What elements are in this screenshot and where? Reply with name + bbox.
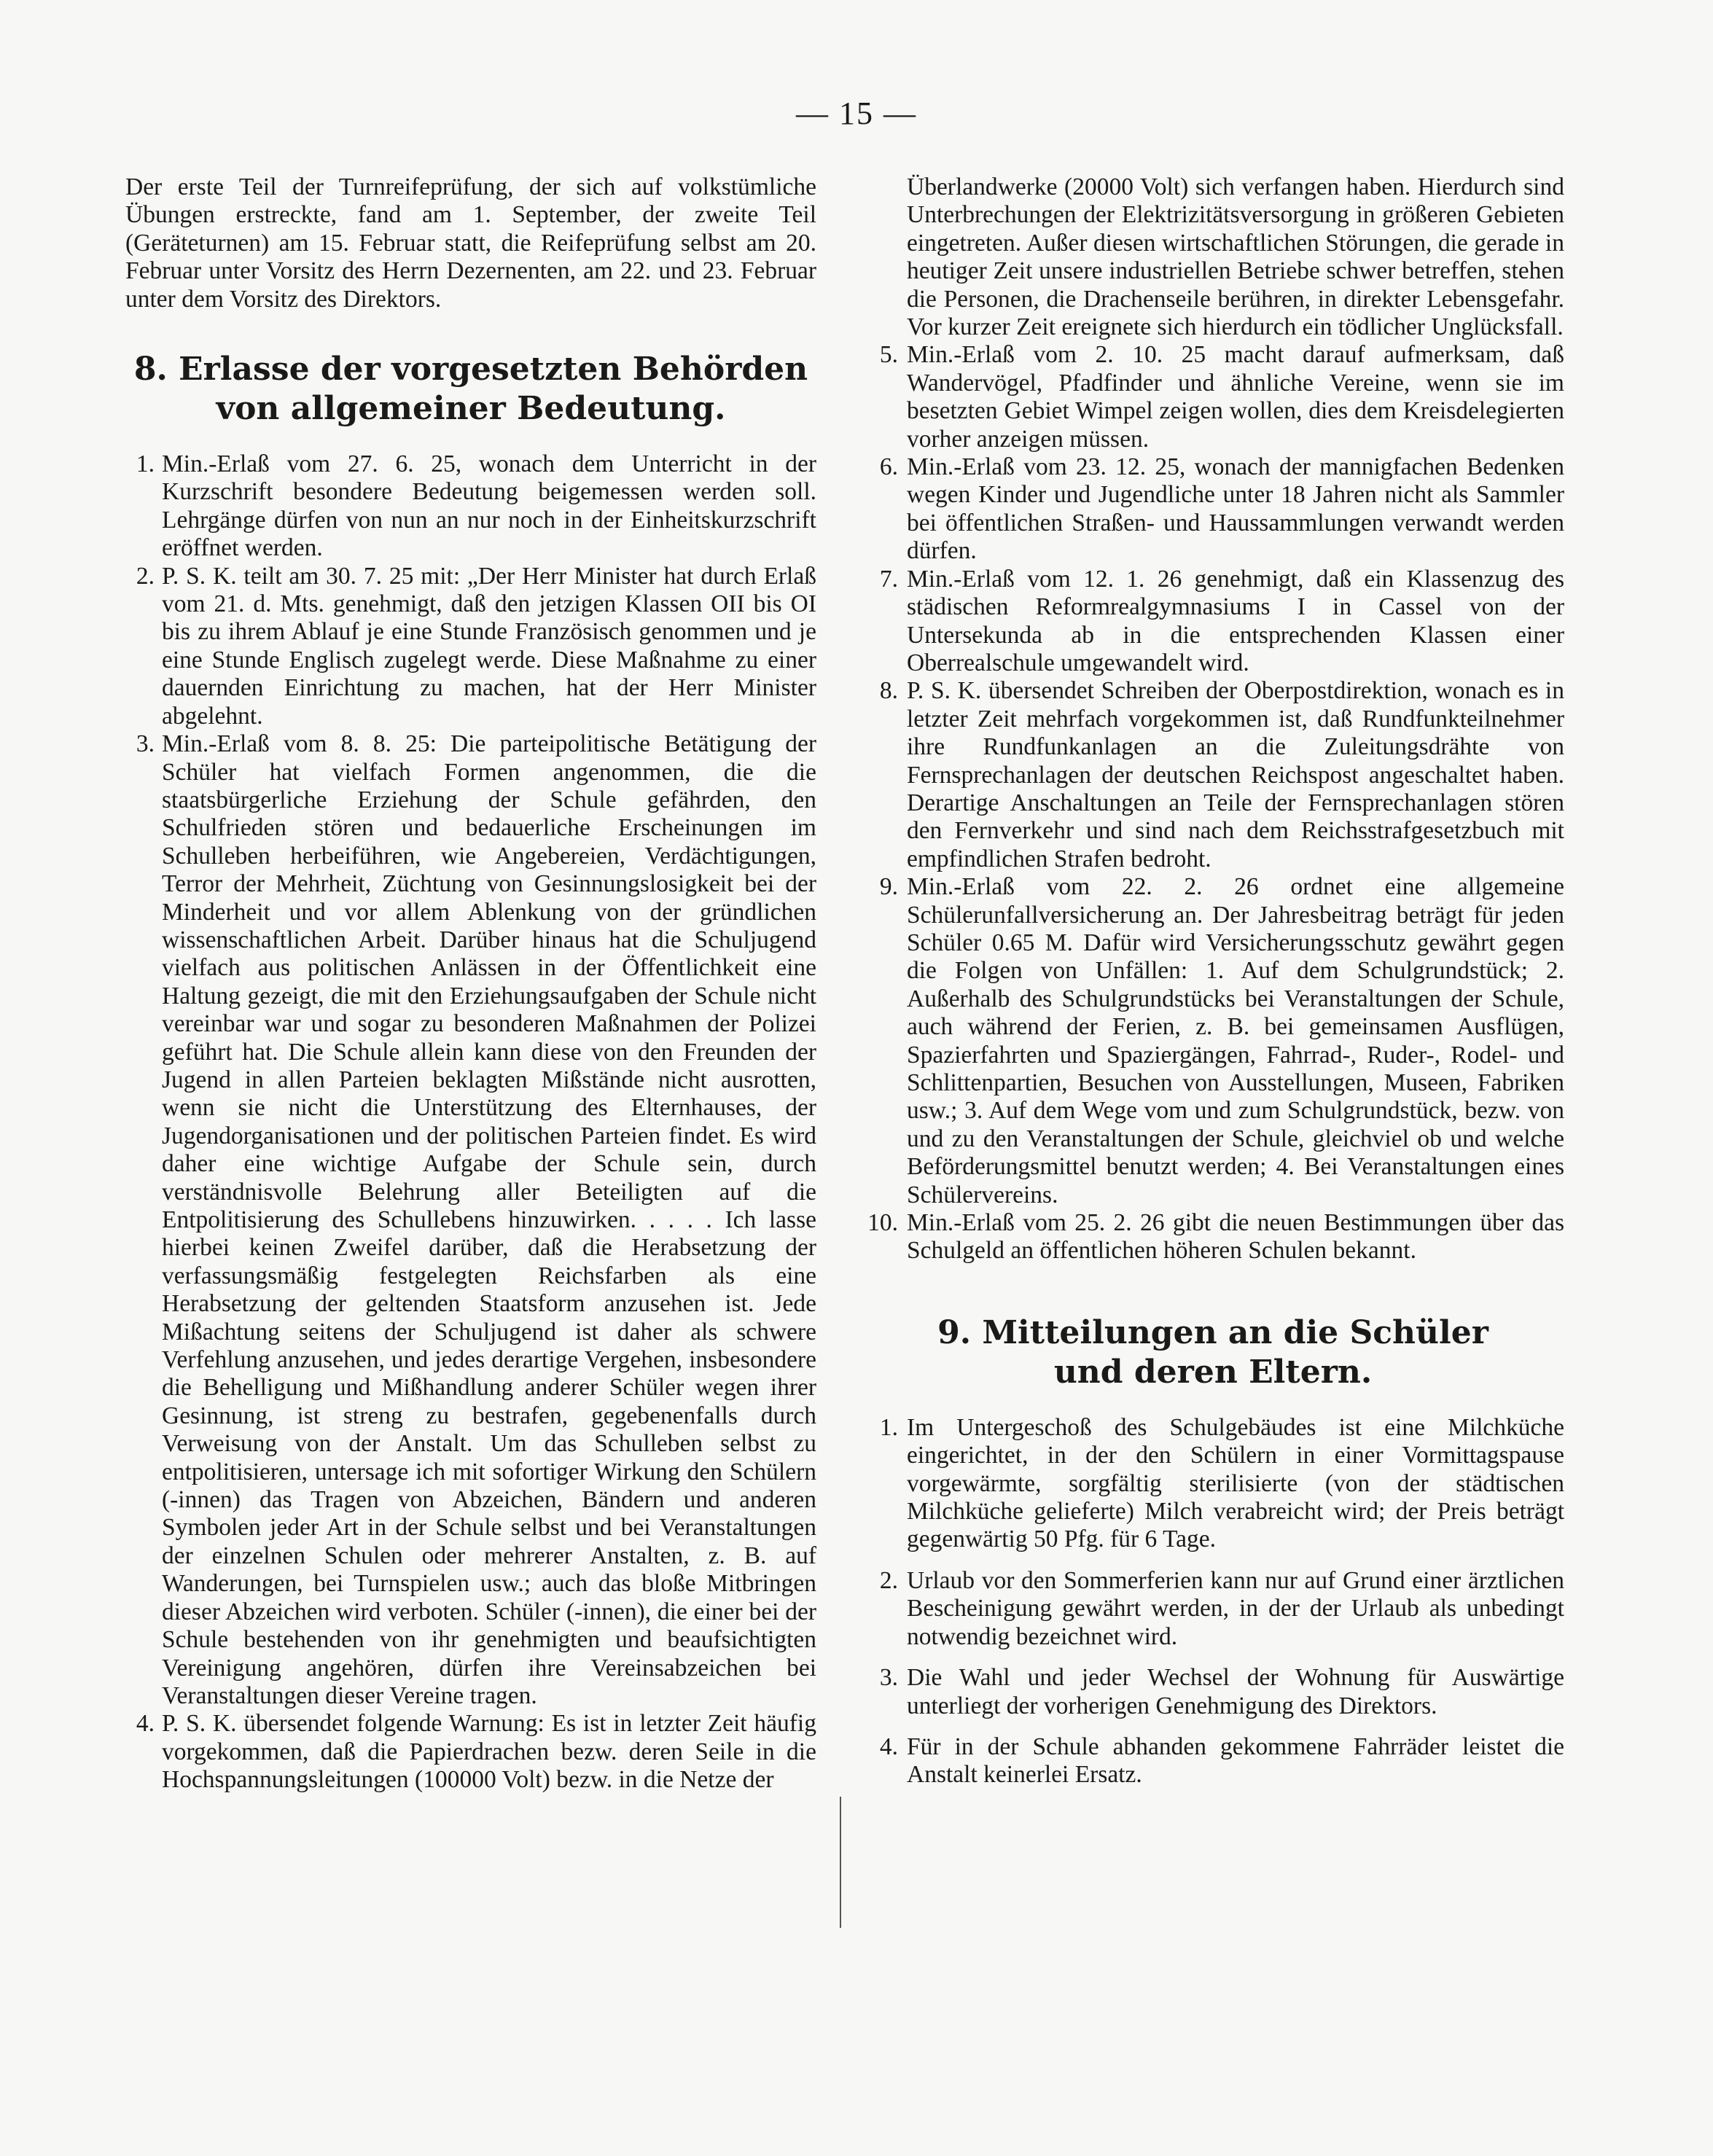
list-item (862, 1414, 1564, 1554)
item-text: Min.-Erlaß vom 12. 1. 26 genehmigt, daß ein Klassenzug des städischen Reformrealgymnasiums I in Cassel von der Untersekunda ab in die entsprechenden Klassen einer Oberrealschule umgewandelt wird. (907, 565, 1564, 676)
item-number: 1. (136, 450, 155, 478)
item-text: Min.-Erlaß vom 22. 2. 26 ordnet eine allgemeine Schülerunfallversicherung an. Der Jahresbeitrag beträgt für jeden Schüler 0.65 M. Dafür wird Versicherungsschutz gewährt gegen die Folgen von Unfällen: 1. Auf dem Schulgrundstück; 2. Außerhalb des Schulgrundstücks bei Veranstaltungen der Schule, auch während der Ferien, z. B. bei gemeinsamen Ausflügen, Spazierfahrten und Spaziergängen, Fahrrad-, Ruder-, Rodel- und Schlittenpartien, Besuchen von Ausstellungen, Museen, Fabriken usw.; 3. Auf dem Wege vom und zum Schulgrundstück, bezw. von und zu den Veranstaltungen der Schule, gleichviel ob und welche Beförderungsmittel benutzt werden; 4. Bei Veranstaltungen eines Schülervereins. (907, 873, 1564, 1208)
list-item-continuation (862, 173, 1564, 341)
list-item (862, 453, 1564, 566)
item-number: 9. (879, 873, 898, 901)
list-item (862, 566, 1564, 678)
intro-paragraph: Der erste Teil der Turnreifeprüfung, der sich auf volkstümliche Übungen erstreckte, fand am 1. September, der zweite Teil (Geräteturnen) am 15. Februar statt, die Reifeprüfung selbst am 20. Februar unter Vorsitz des Herrn Dezernenten, am 22. und 23. Februar unter dem Vorsitz des Direktors. (125, 173, 816, 313)
list-item (862, 1733, 1564, 1789)
section-8-heading-line-2: von allgemeiner Bedeutung. (216, 390, 726, 428)
item-number: 6. (879, 453, 898, 481)
item-text: Min.-Erlaß vom 2. 10. 25 macht darauf aufmerksam, daß Wandervögel, Pfadfinder und ähnliche Vereine, wenn sie im besetzten Gebiet Wimpel zeigen wollen, dies dem Kreisdelegierten vorher anzeigen müssen. (907, 341, 1564, 453)
list-item (862, 341, 1564, 453)
page-number: — 15 — (796, 95, 917, 131)
item-text: P. S. K. teilt am 30. 7. 25 mit: „Der Herr Minister hat durch Erlaß vom 21. d. Mts. genehmigt, daß den jetzigen Klassen OII bis OI bis zu ihrem Ablauf je eine Stunde Französisch genommen und je eine Stunde Englisch zugelegt werde. Diese Maßnahme zu einer dauernden Einrichtung zu machen, hat der Herr Minister abgelehnt. (162, 562, 816, 730)
list-item (862, 1209, 1564, 1265)
item-text: P. S. K. übersendet folgende Warnung: Es ist in letzter Zeit häufig vorgekommen, daß die Papierdrachen bezw. deren Seile in die Hochspannungsleitungen (100000 Volt) bezw. in die Netze der (162, 1710, 816, 1794)
item-text: Urlaub vor den Sommerferien kann nur auf Grund einer ärztlichen Bescheinigung gewährt werden, in der der Urlaub als unbedingt notwendig bezeichnet wird. (907, 1566, 1564, 1650)
item-text: Die Wahl und jeder Wechsel der Wohnung für Auswärtige unterliegt der vorherigen Genehmigung des Direktors. (907, 1664, 1564, 1719)
section-9-heading-line-2: und deren Eltern. (1053, 1353, 1373, 1391)
column-divider (840, 1797, 841, 1928)
item-number: 3. (879, 1664, 898, 1692)
item-text: Min.-Erlaß vom 27. 6. 25, wonach dem Unterricht in der Kurzschrift besondere Bedeutung beigemessen werden soll. Lehrgänge dürfen von nun an nur noch in der Einheitskurzschrift eröffnet werden. (162, 450, 816, 562)
item-text: P. S. K. übersendet Schreiben der Oberpostdirektion, wonach es in letzter Zeit mehrfach vorgekommen ist, daß Rundfunkteilnehmer ihre Rundfunkanlagen an die Zuleitungsdrähte von Fernsprechanlagen der deutschen Reichspost angeschaltet haben. Derartige Anschaltungen an Teile der Fernsprechanlagen stören den Fernverkehr und sind nach dem Reichsstrafgesetzbuch mit empfindlichen Strafen bedroht. (907, 677, 1564, 872)
list-item (125, 450, 816, 563)
list-item (862, 1664, 1564, 1720)
item-number: 4. (879, 1733, 898, 1760)
list-item (125, 1710, 816, 1794)
item-number: 3. (136, 730, 155, 758)
left-column (125, 173, 816, 1794)
item-text: Im Untergeschoß des Schulgebäudes ist eine Milchküche eingerichtet, in der den Schülern in einer Vormittagspause vorgewärmte, sorgfältig sterilisierte (von der städtischen Milchküche gelieferte) Milch verabreicht wird; der Preis beträgt gegenwärtig 50 Pfg. für 6 Tage. (907, 1413, 1564, 1553)
section-8-list-right (862, 173, 1564, 1265)
item-number: 1. (879, 1413, 898, 1441)
item-4-continuation-text: Überlandwerke (20000 Volt) sich verfangen haben. Hierdurch sind Unterbrechungen der Elektrizitätsversorgung in größeren Gebieten eingetreten. Außer diesen wirtschaftlichen Störungen, die gerade in heutiger Zeit unsere industriellen Betriebe schwer betreffen, stehen die Personen, die Drachenseile berühren, in direkter Lebensgefahr. Vor kurzer Zeit ereignete sich hierdurch ein tödlicher Unglücksfall. (907, 173, 1564, 341)
item-text: Für in der Schule abhanden gekommene Fahrräder leistet die Anstalt keinerlei Ersatz. (907, 1733, 1564, 1789)
section-9-heading (862, 1313, 1564, 1392)
list-item (125, 563, 816, 730)
item-text: Min.-Erlaß vom 23. 12. 25, wonach der mannigfachen Bedenken wegen Kinder und Jugendliche unter 18 Jahren nicht als Sammler bei öffentlichen Straßen- und Haussammlungen verwandt werden dürfen. (907, 453, 1564, 565)
item-number: 7. (879, 565, 898, 593)
section-8-list-left (125, 450, 816, 1794)
list-item (862, 873, 1564, 1209)
list-item (125, 730, 816, 1710)
list-item (862, 677, 1564, 873)
section-8-heading (125, 350, 816, 429)
section-9-heading-line-1: 9. Mitteilungen an die Schüler (937, 1313, 1488, 1351)
item-text: Min.-Erlaß vom 25. 2. 26 gibt die neuen Bestimmungen über das Schulgeld an öffentlichen höheren Schulen bekannt. (907, 1209, 1564, 1265)
section-9-list (862, 1414, 1564, 1789)
section-8-heading-line-1: 8. Erlasse der vorgesetzten Behörden (133, 351, 808, 388)
list-item (862, 1567, 1564, 1651)
item-number: 10. (867, 1209, 898, 1237)
item-number: 5. (879, 341, 898, 369)
item-number: 8. (879, 677, 898, 705)
item-number: 2. (879, 1566, 898, 1594)
item-number: 2. (136, 562, 155, 590)
right-column (862, 173, 1564, 1789)
item-text: Min.-Erlaß vom 8. 8. 25: Die parteipolitische Betätigung der Schüler hat vielfach Formen angenommen, die die staatsbürgerliche Erziehung der Schule gefährden, den Schulfrieden stören und bedauerliche Erscheinungen im Schulleben herbeiführen, wie Angebereien, Verdächtigungen, Terror der Mehrheit, Züchtung von Gesinnungslosigkeit bei der Minderheit und vor allem Ablenkung von der gründlichen wissenschaftlichen Arbeit. Darüber hinaus hat die Schuljugend vielfach aus politischen Anlässen in der Öffentlichkeit eine Haltung gezeigt, die mit den Erziehungsaufgaben der Schule nicht vereinbar war und sogar zu besonderen Maßnahmen der Polizei geführt hat. Die Schule allein kann diese von den Freunden der Jugend in allen Parteien beklagten Mißstände nicht ausrotten, wenn sie nicht die Unterstützung des Elternhauses, der Jugendorganisationen und der politischen Parteien findet. Es wird daher eine wichtige Aufgabe der Schule sein, durch verständnisvolle Belehrung aller Beteiligten auf die Entpolitisierung des Schullebens hinzuwirken. . . . . Ich lasse hierbei keinen Zweifel darüber, daß die Herabsetzung der verfassungsmäßig festgelegten Reichsfarben als eine Herabsetzung der geltenden Staatsform anzusehen ist. Jede Mißachtung seitens der Schuljugend ist daher als schwere Verfehlung anzusehen, und jedes derartige Vergehen, insbesondere die Behelligung und Mißhandlung anderer Schüler wegen ihrer Gesinnung, ist streng zu bestrafen, gegebenenfalls durch Verweisung von der Anstalt. Um das Schulleben selbst zu entpolitisieren, untersage ich mit sofortiger Wirkung den Schülern (-innen) das Tragen von Abzeichen, Bändern und anderen Symbolen jeder Art in der Schule selbst und bei Veranstaltungen der einzelnen Schulen oder mehrerer Anstalten, z. B. auf Wanderungen, bei Turnspielen usw.; auch das bloße Mitbringen dieser Abzeichen wird verboten. Schüler (-innen), die einer bei der Schule bestehenden von ihr genehmigten und beaufsichtigten Vereinigung angehören, dürfen ihre Vereinsabzeichen bei Veranstaltungen dieser Vereine tragen. (162, 730, 816, 1709)
item-number: 4. (136, 1710, 155, 1738)
